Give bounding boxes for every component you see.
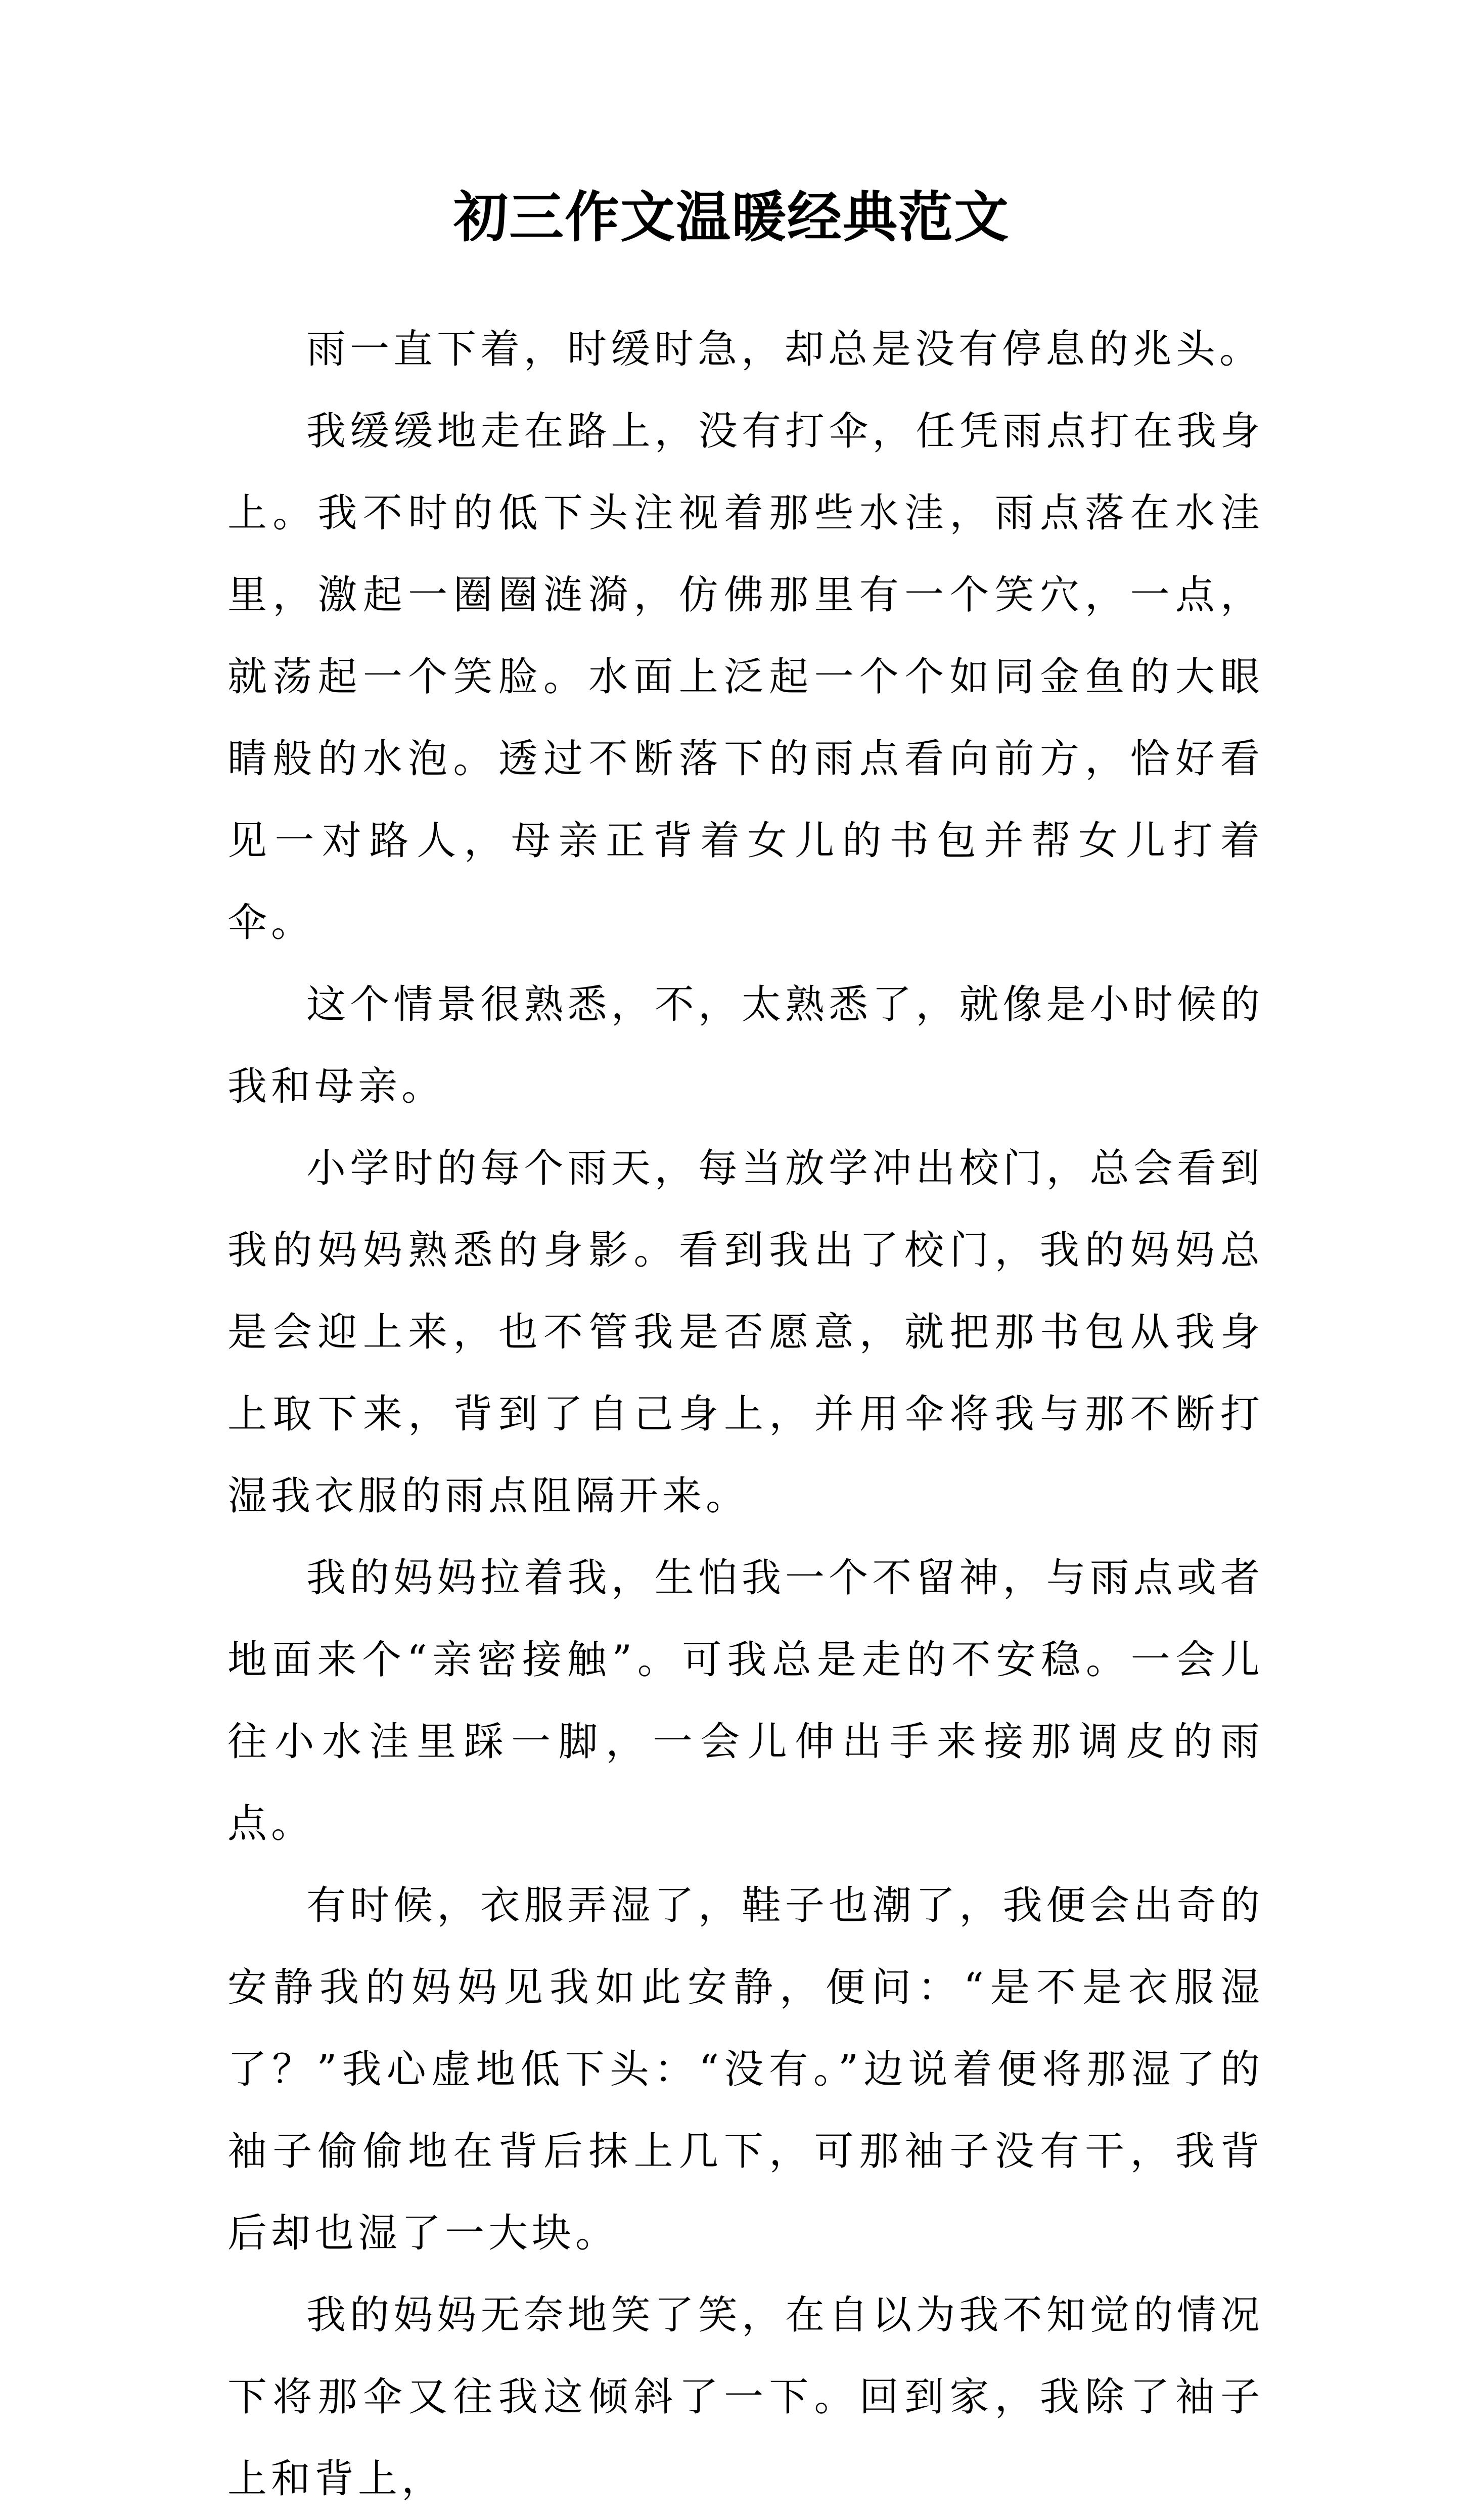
document-title: 初三作文温暖经典范文 [453, 186, 1010, 249]
paragraph-2: 我缓缓地走在路上，没有打伞，任凭雨点打在我身上。我不时的低下头注视着那些水洼，雨点落在水洼里，激起一圈圈涟漪，仿佛那里有一个笑穴，一点，就荡起一个笑脸。水面上泛起一个个如同金鱼的大眼睛般的水泡。透过不断落下的雨点看向前方，恰好看见一对路人，母亲正背着女儿的书包并帮女儿打着伞。 [227, 409, 1264, 946]
paragraph-3: 这个情景很熟悉，不，太熟悉了，就像是小时候的我和母亲。 [227, 982, 1264, 1109]
paragraph-7: 我的妈妈无奈地笑了笑，在自以为我不知觉的情况下将那伞又往我这倾斜了一下。回到家，我除了袖子上和背上， [227, 2292, 1264, 2502]
paragraph-6: 有时候，衣服弄湿了，鞋子也潮了，我便会出奇的安静我的妈妈见我如此安静，便问：“是不是衣服湿了？”我心虚地低下头：“没有。”边说着便将那湿了的袖子偷偷地在背后抹上几下，可那袖子没有干，我背后却也湿了一大块。 [227, 1883, 1264, 2256]
paragraph-1: 雨一直下着，时缓时急，却总是没有停息的兆头。 [306, 327, 1263, 372]
article-body [227, 308, 1264, 2520]
paragraph-4: 小学时的每个雨天，每当放学冲出校门，总会看到我的妈妈熟悉的身影。看到我出了校门，我的妈妈总是会迎上来，也不管我是否愿意，就把那书包从我身上取下来，背到了自己身上，并用伞将我与那不断打湿我衣服的雨点阻隔开来。 [227, 1146, 1264, 1519]
paragraph-5: 我的妈妈拉着我，生怕我一个不留神，与雨点或者地面来个“亲密接触”。可我总是走的不安稳。一会儿往小水洼里踩一脚，一会儿伸出手来接那调皮的雨点。 [227, 1555, 1264, 1847]
